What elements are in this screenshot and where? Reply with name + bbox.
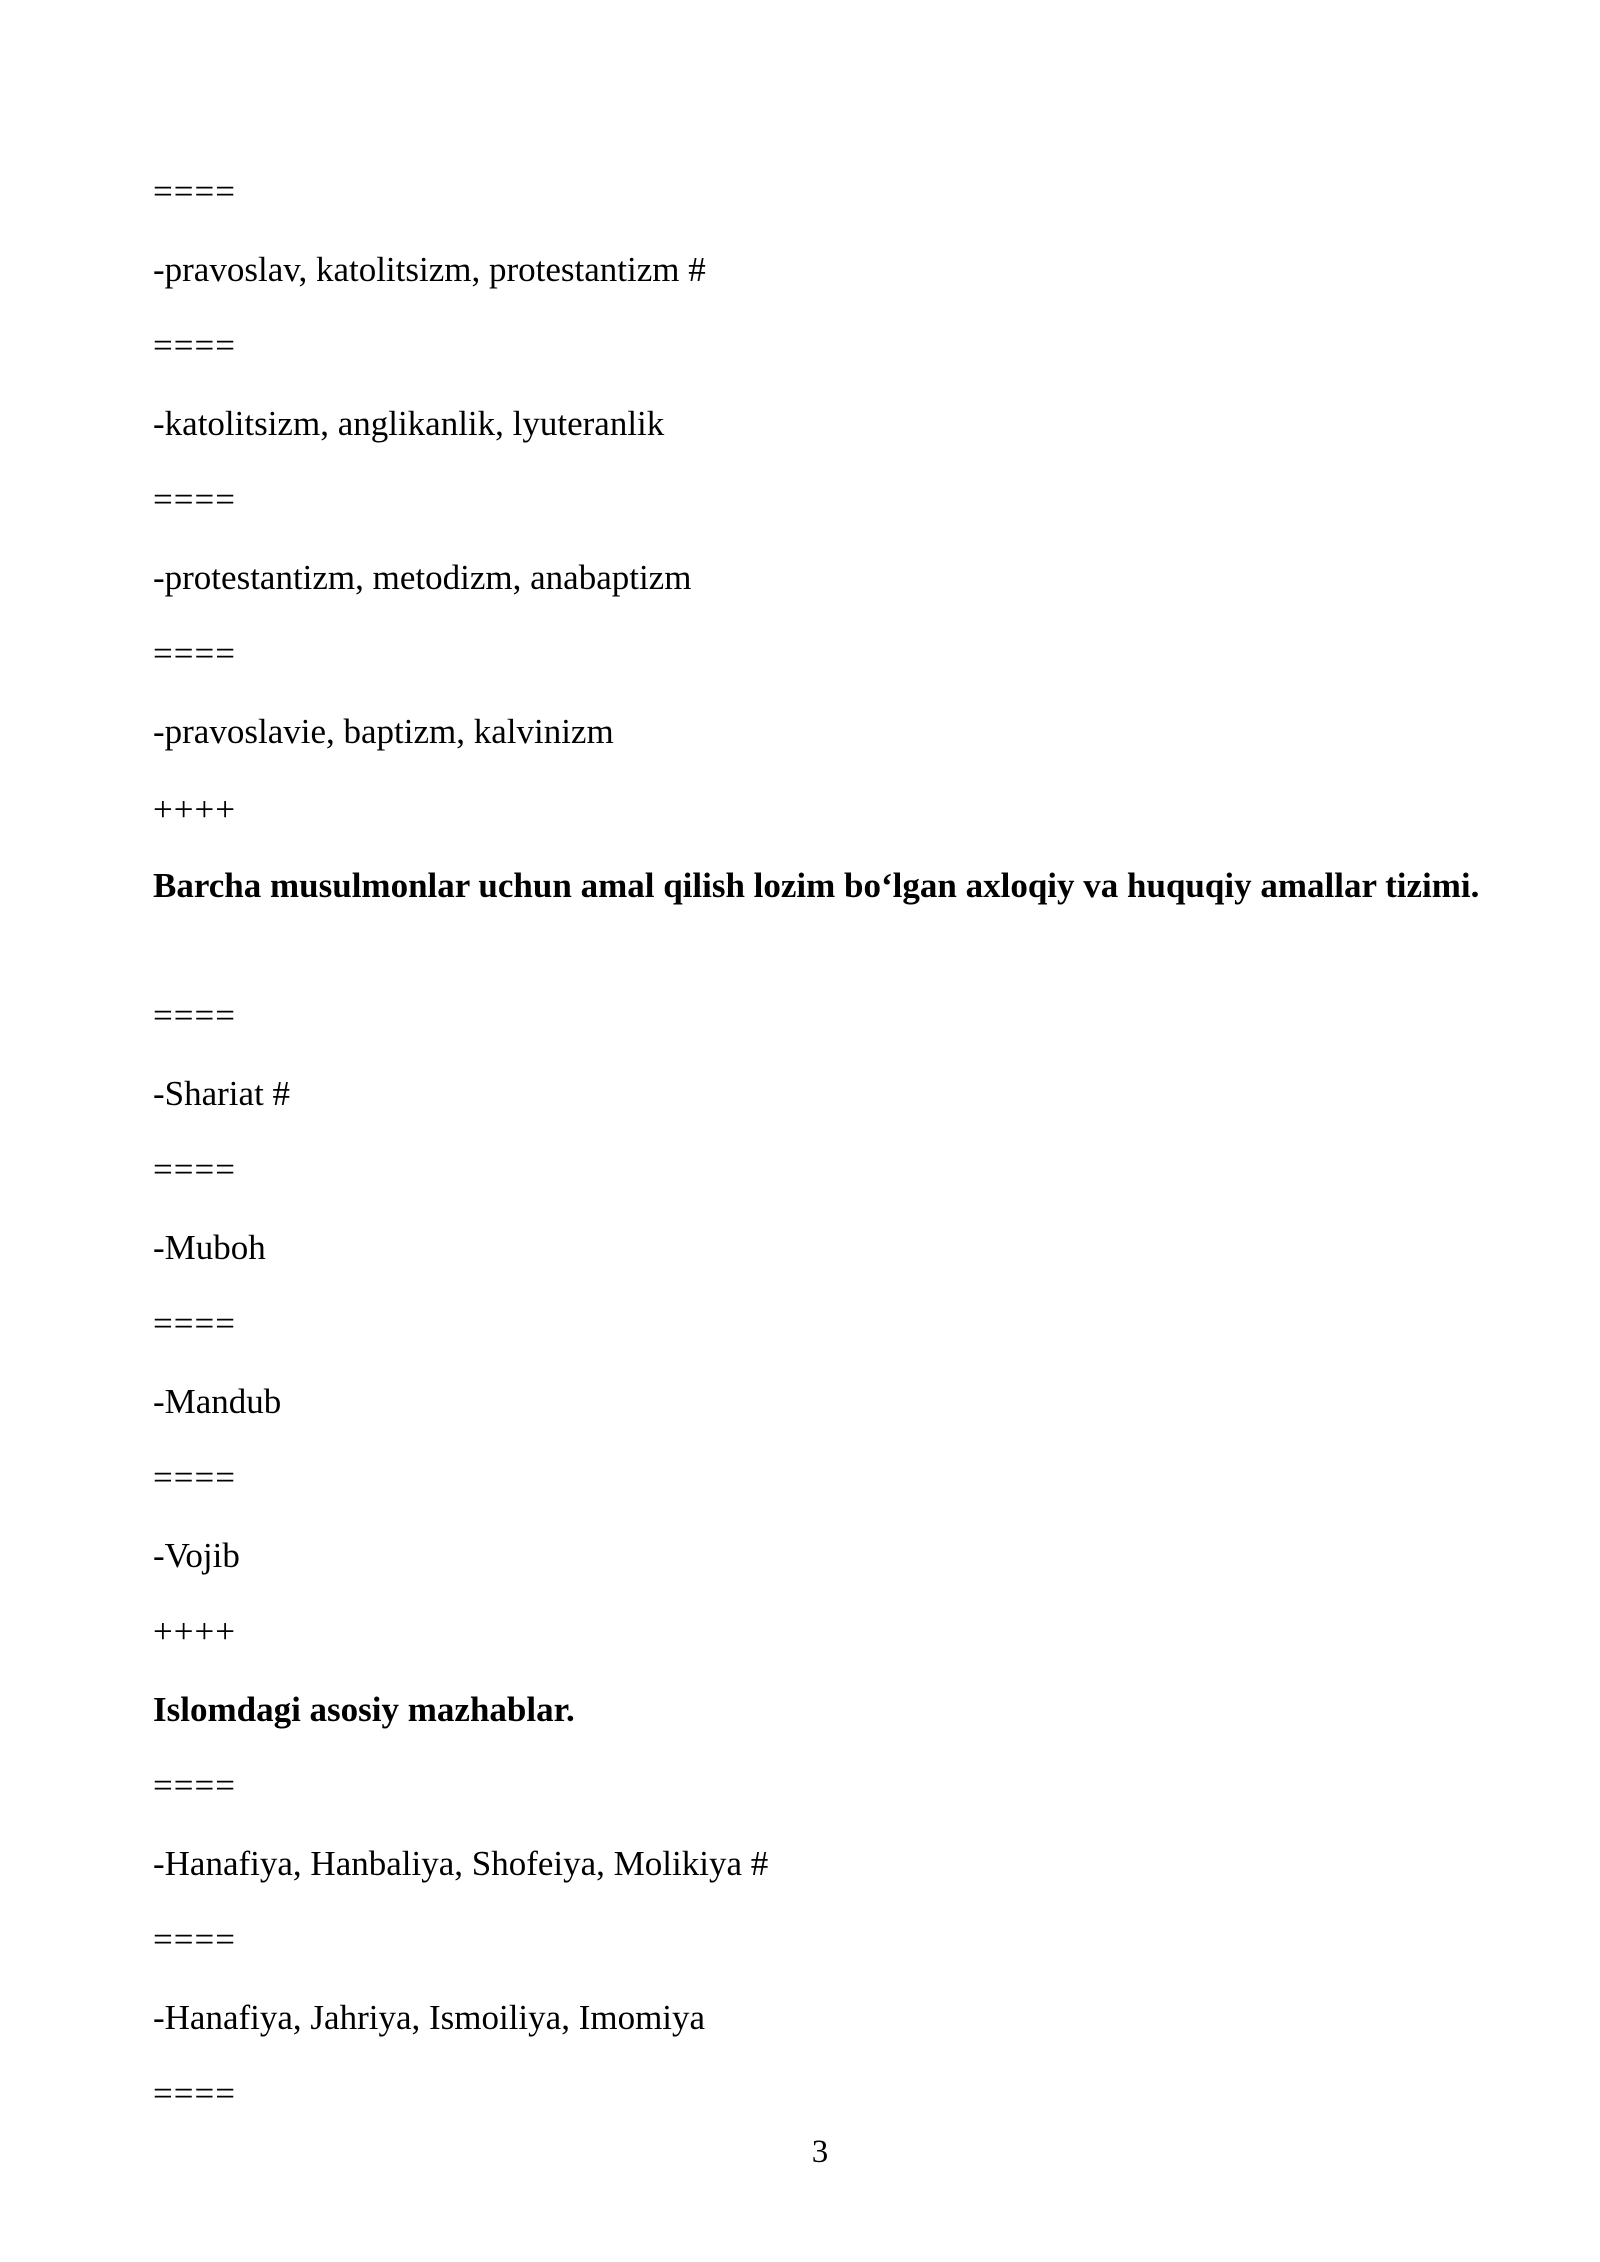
separator: ====: [153, 326, 236, 365]
question-separator: ++++: [153, 790, 236, 829]
separator: ====: [153, 1304, 236, 1343]
separator: ====: [153, 634, 236, 673]
separator: ====: [153, 172, 236, 211]
separator: ====: [153, 1458, 236, 1497]
separator: ====: [153, 1920, 236, 1959]
separator: ====: [153, 480, 236, 519]
separator: ====: [153, 1766, 236, 1805]
answer-option: -protestantizm, metodizm, anabaptizm: [153, 558, 692, 597]
answer-option: -Vojib: [153, 1536, 240, 1575]
answer-option: -Muboh: [153, 1228, 266, 1267]
answer-option: -Hanafiya, Hanbaliya, Shofeiya, Molikiya #: [153, 1844, 769, 1883]
answer-option: -katolitsizm, anglikanlik, lyuteranlik: [153, 404, 665, 443]
answer-option: -Shariat #: [153, 1074, 291, 1113]
separator: ====: [153, 996, 236, 1035]
answer-option: -pravoslavie, baptizm, kalvinizm: [153, 712, 614, 751]
separator: ====: [153, 1150, 236, 1189]
question-text: Barcha musulmonlar uchun amal qilish lozim bo‘lgan axloqiy va huquqiy amallar tizimi.: [153, 866, 1480, 905]
answer-option: -pravoslav, katolitsizm, protestantizm #: [153, 250, 706, 289]
question-text: Islomdagi asosiy mazhablar.: [153, 1690, 575, 1729]
page-number: 3: [811, 2134, 829, 2170]
separator: ====: [153, 2074, 236, 2113]
answer-option: -Mandub: [153, 1382, 282, 1421]
answer-option: -Hanafiya, Jahriya, Ismoiliya, Imomiya: [153, 1998, 706, 2037]
question-separator: ++++: [153, 1612, 236, 1651]
